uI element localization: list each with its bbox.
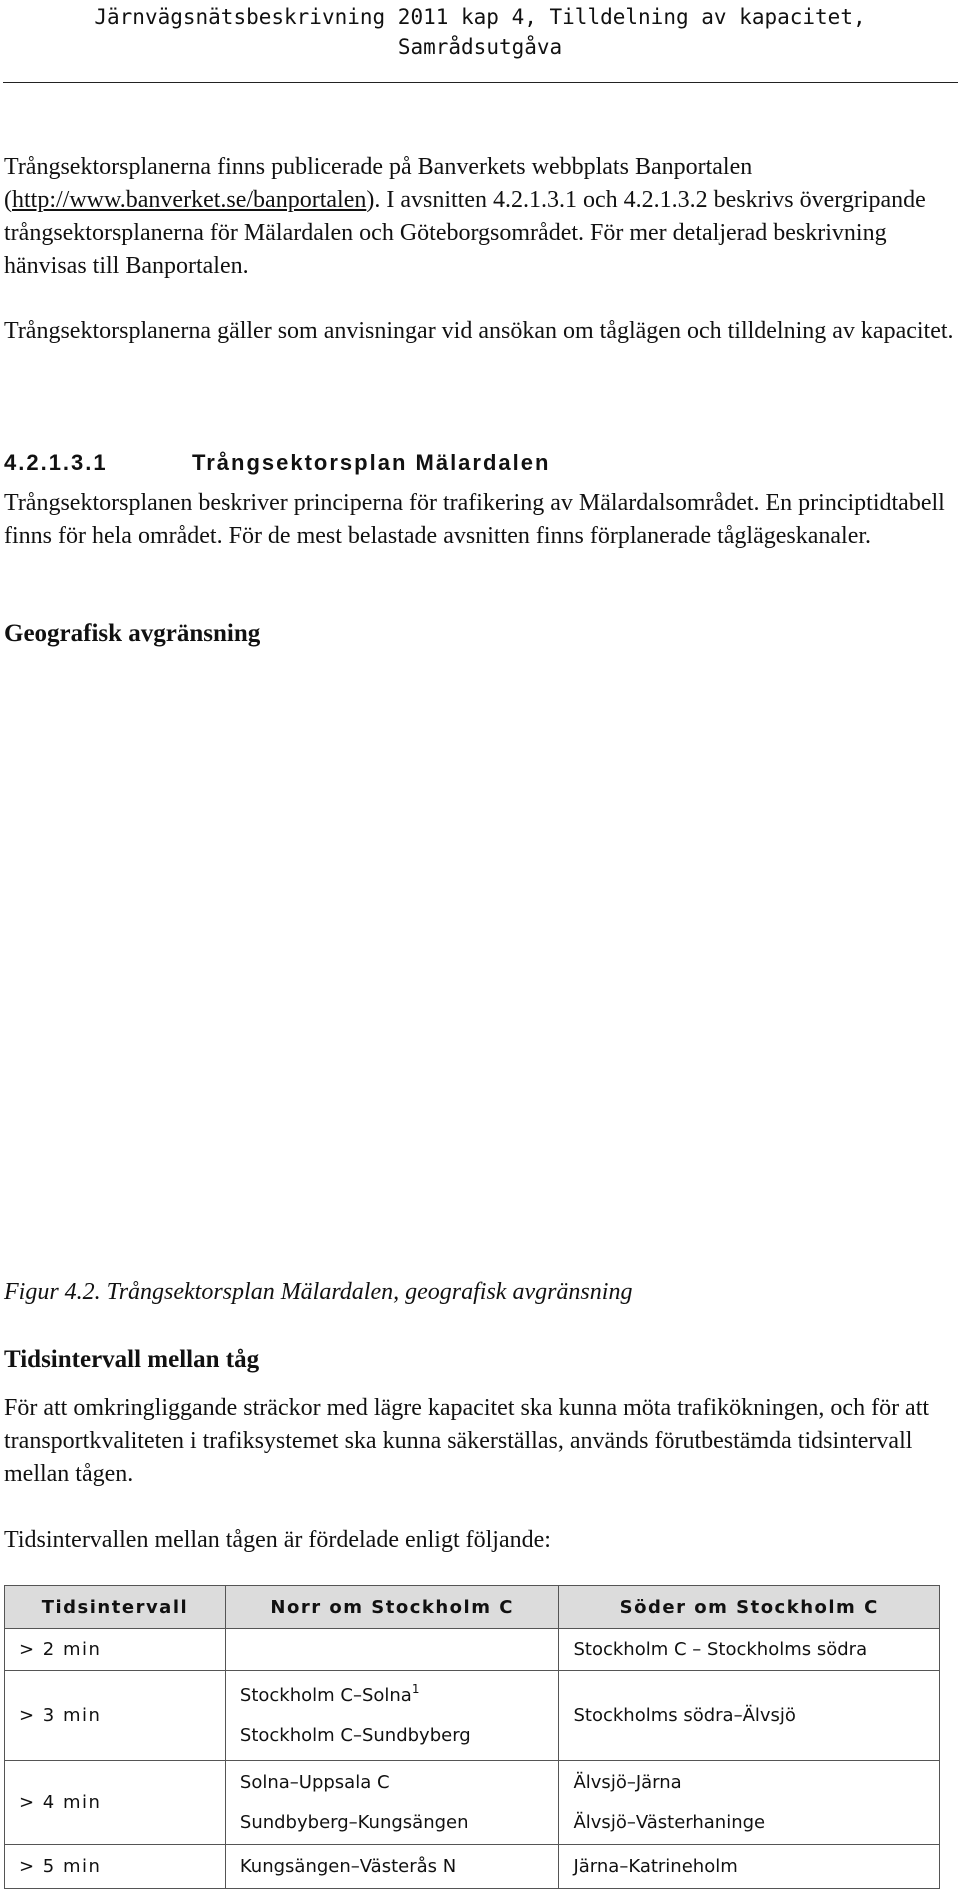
- section-body: Trångsektorsplanen beskriver principerna för trafikering av Mälardalsområdet. En principtidtabell finns för hela området. För de mest belastade avsnitten finns förplanerade tåglägeskanaler.: [4, 490, 945, 549]
- route-text: Stockholm C–Solna: [239, 1684, 412, 1706]
- page-header: [0, 0, 960, 62]
- route-text: Solna–Uppsala C: [239, 1771, 390, 1793]
- column-header-interval: Tidsintervall: [5, 1586, 226, 1629]
- route-text: Kungsängen–Västerås N: [239, 1855, 457, 1877]
- south-cell: [559, 1845, 940, 1889]
- intro-text-before-link: Trångsektorsplanerna finns publicerade på Banverkets webbplats Banportalen (: [4, 154, 753, 213]
- interval-cell: > 2 min: [5, 1629, 226, 1671]
- north-cell: [225, 1629, 559, 1671]
- column-header-north: Norr om Stockholm C: [225, 1586, 559, 1629]
- footnote-marker: 1: [411, 1681, 420, 1696]
- column-header-south: Söder om Stockholm C: [559, 1586, 940, 1629]
- route-text: Stockholm C – Stockholms södra: [573, 1638, 868, 1660]
- table-row: [5, 1629, 940, 1671]
- intro-paragraph-2: Trångsektorsplanerna gäller som anvisningar vid ansökan om tåglägen och tilldelning av kapacitet.: [4, 318, 954, 344]
- interval-cell: > 3 min: [5, 1671, 226, 1761]
- intervals-lead: Tidsintervallen mellan tågen är fördelade enligt följande:: [4, 1527, 551, 1553]
- figure-caption: Figur 4.2. Trångsektorsplan Mälardalen, geografisk avgränsning: [4, 1279, 633, 1305]
- interval-cell: > 4 min: [5, 1761, 226, 1845]
- interval-cell: > 5 min: [5, 1845, 226, 1889]
- south-cell: [559, 1761, 940, 1845]
- south-cell: [559, 1629, 940, 1671]
- table-header-row: [5, 1586, 940, 1629]
- figure-map-area: [4, 680, 954, 1250]
- intervals-body: För att omkringliggande sträckor med lägre kapacitet ska kunna möta trafikökningen, och för att transportkvaliteten i trafiksystemet ska kunna säkerställas, används förutbestämda tidsintervall mellan tågen.: [4, 1395, 930, 1487]
- intro-text-after-link: ). I avsnitten 4.2.1.3.1 och 4.2.1.3.2 beskrivs övergripande trångsektorsplanerna för Mälardalen och Göteborgsområdet. För mer detaljerad beskrivning hänvisas till Banportalen.: [4, 187, 926, 279]
- section-title: Trångsektorsplan Mälardalen: [192, 450, 551, 475]
- banportalen-link[interactable]: http://www.banverket.se/banportalen: [12, 187, 367, 213]
- route-text: Stockholm C–Sundbyberg: [239, 1724, 471, 1746]
- route-text: Älvsjö–Västerhaninge: [573, 1811, 766, 1833]
- header-line-2: Samrådsutgåva: [397, 35, 563, 59]
- header-divider: [3, 82, 958, 83]
- route-text: Järna–Katrineholm: [573, 1855, 738, 1877]
- route-text: Stockholms södra–Älvsjö: [573, 1704, 796, 1726]
- north-cell: [225, 1671, 559, 1761]
- north-cell: [225, 1845, 559, 1889]
- header-line-1: Järnvägsnätsbeskrivning 2011 kap 4, Tilldelning av kapacitet,: [94, 5, 866, 29]
- route-text: Sundbyberg–Kungsängen: [239, 1811, 469, 1833]
- section-heading: [4, 448, 550, 478]
- route-text: Älvsjö–Järna: [573, 1771, 682, 1793]
- table-row: [5, 1761, 940, 1845]
- intro-paragraph-1: [4, 151, 954, 283]
- interval-table: [4, 1585, 940, 1889]
- intervals-heading: Tidsintervall mellan tåg: [4, 1346, 260, 1373]
- south-cell: [559, 1671, 940, 1761]
- table-row: [5, 1671, 940, 1761]
- route-text-with-footnote: [240, 1676, 545, 1716]
- table-row: [5, 1845, 940, 1889]
- north-cell: [225, 1761, 559, 1845]
- geo-heading: Geografisk avgränsning: [4, 620, 261, 647]
- section-number: 4.2.1.3.1: [4, 450, 108, 475]
